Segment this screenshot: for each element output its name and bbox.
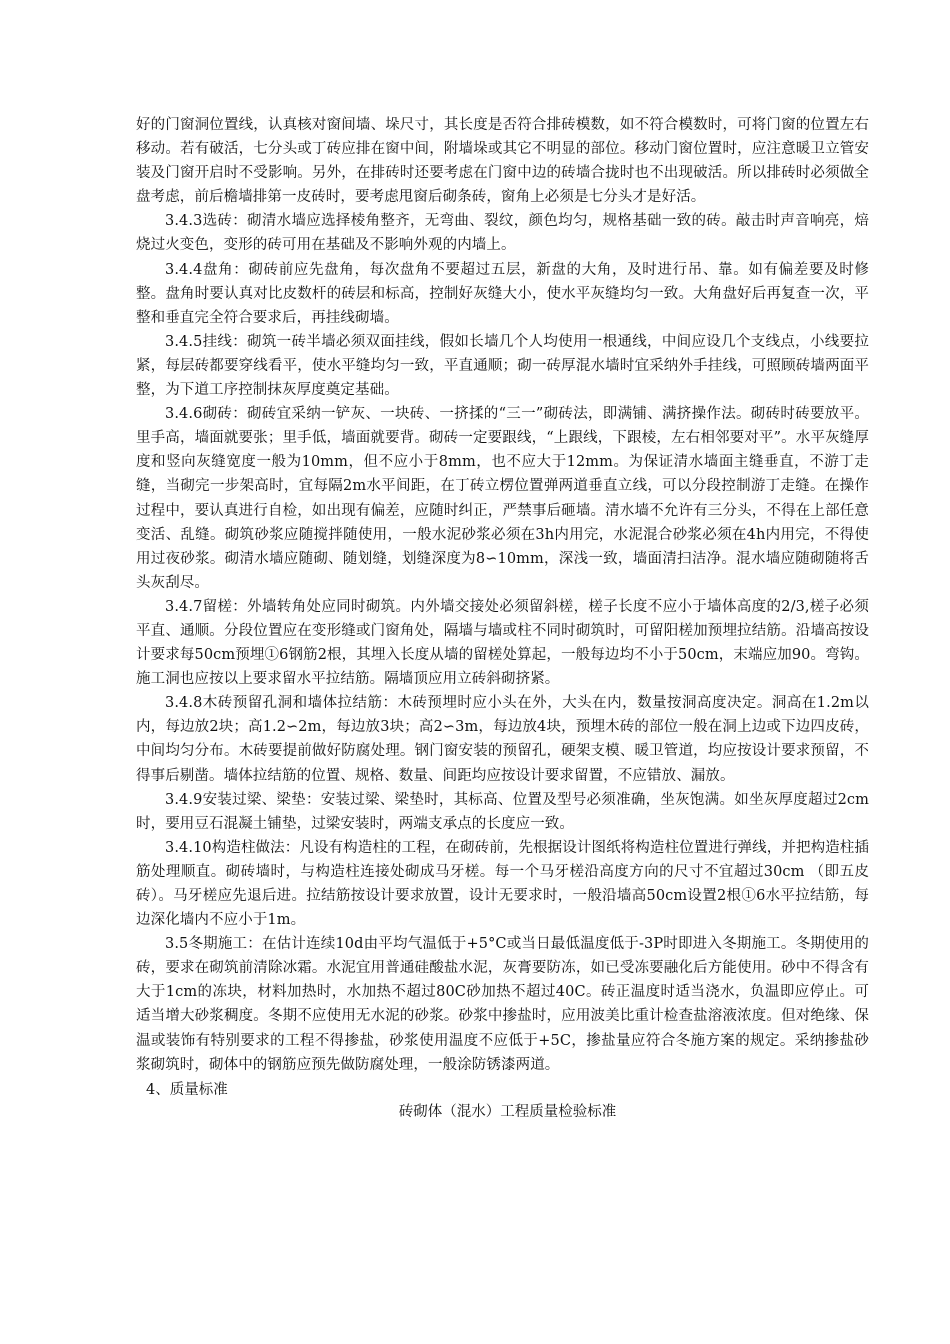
paragraph-structural-columns: 3.4.10构造柱做法：凡设有构造柱的工程，在砌砖前，先根据设计图纸将构造柱位置进行弹线，并把构造柱插筋处理顺直。砌砖墙时，与构造柱连接处砌成马牙槎。每一个马牙槎沿高度方向的尺寸不宜超过30cm （即五皮砖）。马牙槎应先退后进。拉结筋按设计要求放置，设计无要求时，一般沿墙高50cm设置2根①6水平拉结筋，每边深化墙内不应小于1m。 (136, 839, 869, 929)
paragraph-toothing: 3.4.7留槎：外墙转角处应同时砌筑。内外墙交接处必须留斜槎，槎子长度不应小于墙体高度的2/3,槎子必须平直、通顺。分段位置应在变形缝或门窗角处，隔墙与墙或柱不同时砌筑时，可留阳槎加预埋拉结筋。沿墙高按设计要求每50cm预埋①6钢筋2根，其埋入长度从墙的留槎处算起，一般每边均不小于50cm，末端应加90。弯钩。施工洞也应按以上要求留水平拉结筋。隔墙顶应用立砖斜砌挤紧。 (136, 598, 869, 688)
paragraph-winter-construction: 3.5冬期施工：在估计连续10d由平均气温低于+5°C或当日最低温度低于-3P时即进入冬期施工。冬期使用的砖，要求在砌筑前清除冰霜。水泥宜用普通硅酸盐水泥，灰膏要防冻，如已受冻要融化后方能使用。砂中不得含有大于1cm的冻块，材料加热时，水加热不超过80C砂加热不超过40C。砖正温度时适当浇水，负温即应停止。可适当增大砂浆稠度。冬期不应使用无水泥的砂浆。砂浆中掺盐时，应用波美比重计检查盐溶液浓度。但对绝缘、保温或装饰有特别要求的工程不得掺盐，砂浆使用温度不应低于+5C，掺盐量应符合冬施方案的规定。采纳掺盐砂浆砌筑时，砌体中的钢筋应预先做防腐处理，一般涂防锈漆两道。 (136, 936, 869, 1073)
paragraph-wood-bricks: 3.4.8木砖预留孔洞和墙体拉结筋：木砖预埋时应小头在外，大头在内，数量按洞高度决定。洞高在1.2m以内，每边放2块；高1.2∽2m，每边放3块；高2∽3m，每边放4块，预埋木砖的部位一般在洞上边或下边四皮砖，中间均匀分布。木砖要提前做好防腐处理。钢门窗安装的预留孔，硬架支模、暖卫管道，均应按设计要求预留，不得事后剔凿。墙体拉结筋的位置、规格、数量、间距均应按设计要求留置，不应错放、漏放。 (136, 695, 869, 784)
paragraph-line-hanging: 3.4.5挂线：砌筑一砖半墙必须双面挂线，假如长墙几个人均使用一根通线，中间应设几个支线点，小线要拉紧，每层砖都要穿线看平，使水平缝均匀一致，平直通顺；砌一砖厚混水墙时宜采纳外手挂线，可照顾砖墙两面平整，为下道工序控制抹灰厚度奠定基础。 (136, 333, 869, 399)
paragraph-bricklaying: 3.4.6砌砖：砌砖宜采纳一铲灰、一块砖、一挤揉的“三一”砌砖法，即满铺、满挤操作法。砌砖时砖要放平。里手高，墙面就要张；里手低，墙面就要背。砌砖一定要跟线，“上跟线，下跟棱，左右相邻要对平”。水平灰缝厚度和竖向灰缝宽度一般为10mm，但不应小于8mm，也不应大于12mm。为保证清水墙面主缝垂直，不游丁走缝，当砌完一步架高时，宜每隔2m水平间距，在丁砖立楞位置弹两道垂直立线，可以分段控制游丁走缝。在操作过程中，要认真进行自检，如出现有偏差，应随时纠正，严禁事后砸墙。清水墙不允许有三分头，不得在上部任意变活、乱缝。砌筑砂浆应随搅拌随使用，一般水泥砂浆必须在3h内用完，水泥混合砂浆必须在4h内用完，不得使用过夜砂浆。砌清水墙应随砌、随划缝，划缝深度为8∽10mm，深浅一致，墙面清扫洁净。混水墙应随砌随将舌头灰刮尽。 (136, 406, 869, 591)
paragraph-continuation: 好的门窗洞位置线，认真核对窗间墙、垛尺寸，其长度是否符合排砖模数，如不符合模数时，可将门窗的位置左右移动。若有破活，七分头或丁砖应排在窗中间，附墙垛或其它不明显的部位。移动门窗位置时，应注意暖卫立管安装及门窗开启时不受影响。另外，在排砖时还要考虑在门窗中边的砖墙合拢时也不出现破活。所以排砖时必须做全盘考虑，前后檐墙排第一皮砖时，要考虑甩窗后砌条砖，窗角上必须是七分头才是好活。 (136, 117, 869, 206)
paragraph-brick-selection: 3.4.3选砖：砌清水墙应选择棱角整齐，无弯曲、裂纹，颜色均匀，规格基础一致的砖。敲击时声音响亮，焙烧过火变色，变形的砖可用在基础及不影响外观的内墙上。 (136, 213, 869, 254)
paragraph-lintels: 3.4.9安装过梁、梁垫：安装过梁、梁垫时，其标高、位置及型号必须准确，坐灰饱满。如坐灰厚度超过2cm时，要用豆石混凝土铺垫，过梁安装时，两端支承点的长度应一致。 (136, 791, 869, 832)
paragraph-corner-laying: 3.4.4盘角：砌砖前应先盘角，每次盘角不要超过五层，新盘的大角，及时进行吊、靠。如有偏差要及时修整。盘角时要认真对比皮数杆的砖层和标高，控制好灰缝大小，使水平灰缝均匀一致。大角盘好后再复查一次，平整和垂直完全符合要求后，再挂线砌墙。 (136, 261, 869, 326)
section-heading: 4、质量标准 (146, 1081, 228, 1098)
document-page (136, 113, 869, 1123)
table-title: 砖砌体（混水）工程质量检验标准 (398, 1103, 617, 1120)
